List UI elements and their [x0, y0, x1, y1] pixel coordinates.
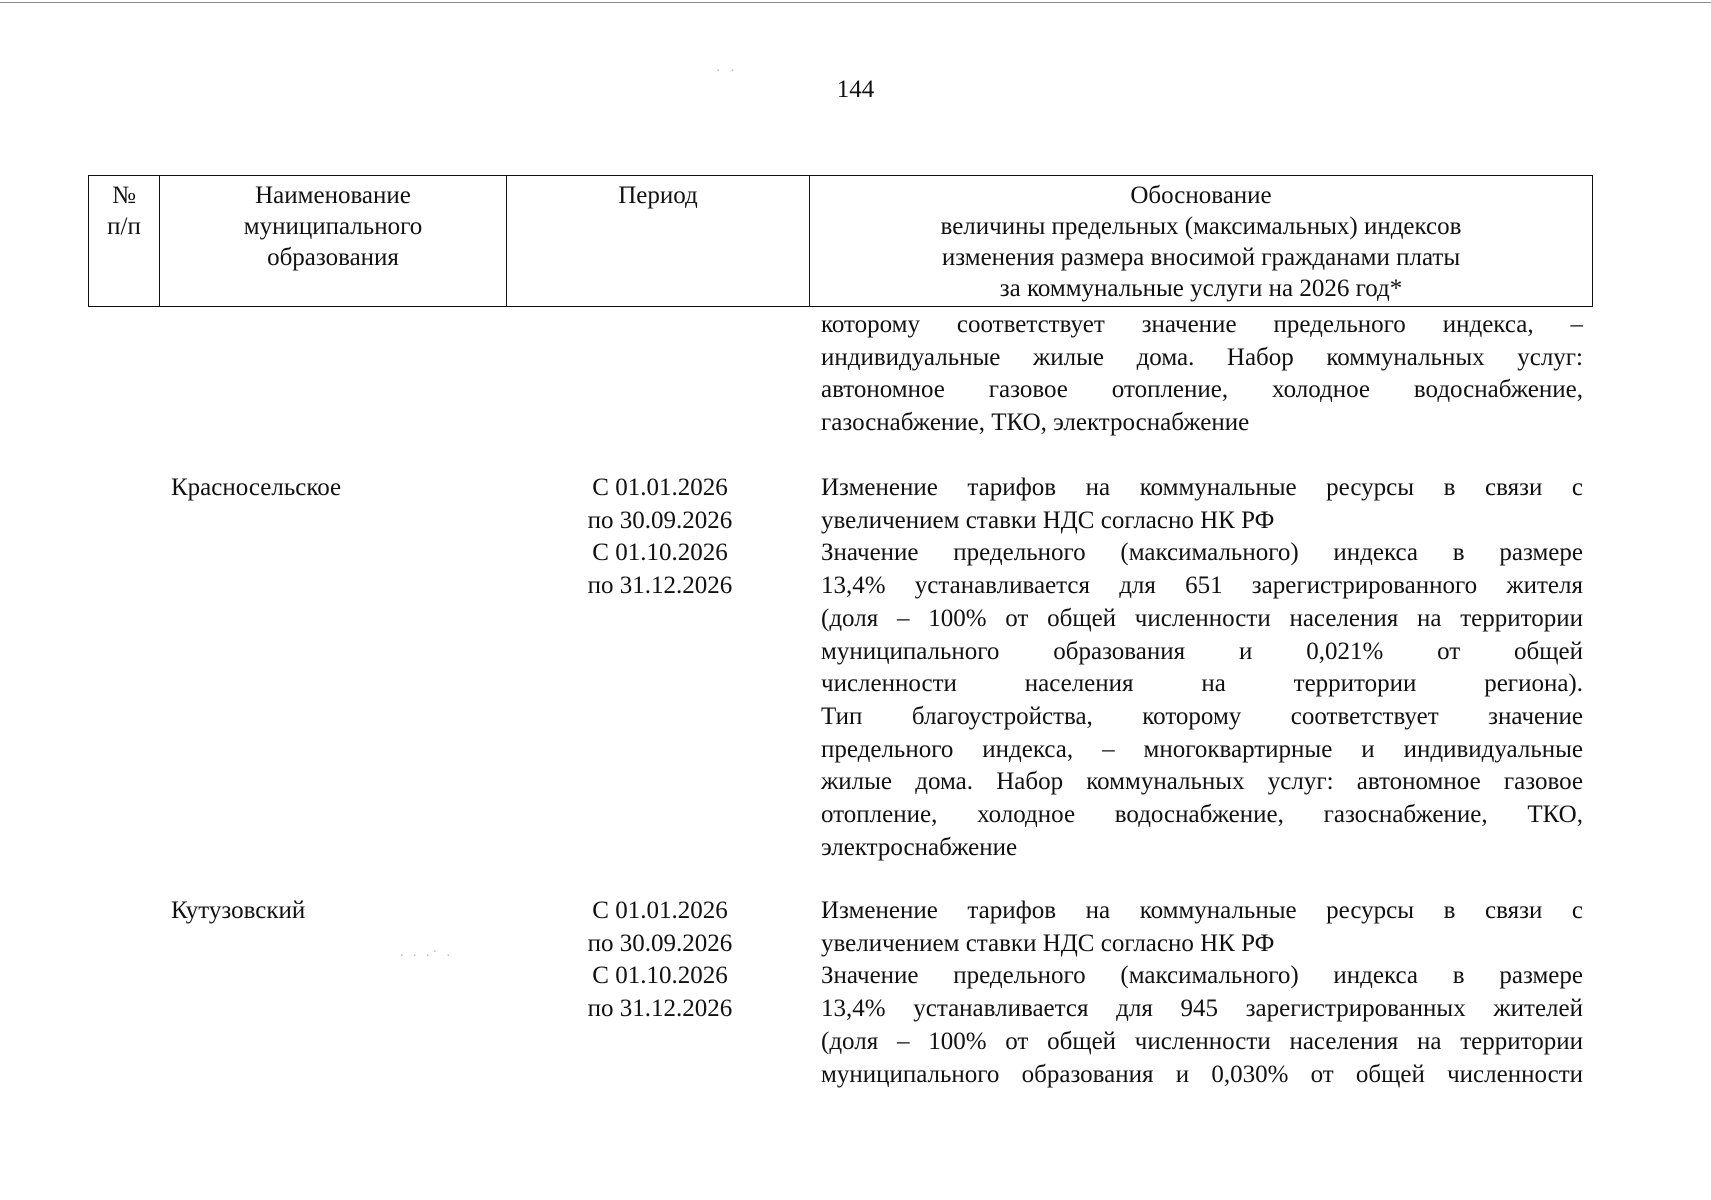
- municipality-name: Красносельское: [171, 474, 342, 501]
- page-number: 144: [836, 76, 875, 103]
- header-justification-line: величины предельных (максимальных) индексов: [940, 213, 1462, 240]
- text-line: Тип благоустройства, которому соответствует значение: [821, 702, 1583, 730]
- continuation-text: [821, 309, 1583, 440]
- period-line: С 01.01.2026: [592, 474, 728, 501]
- period-line: С 01.10.2026: [592, 962, 728, 990]
- text-line: газоснабжение, ТКО, электроснабжение: [821, 409, 1250, 437]
- text-line: муниципального образования и 0,030% от общей численности: [821, 1060, 1583, 1088]
- period-line: по 30.09.2026: [587, 929, 733, 957]
- period-line: по 31.12.2026: [587, 572, 733, 600]
- text-line: жилые дома. Набор коммунальных услуг: автономное газовое: [821, 768, 1583, 796]
- header-name-line: образования: [267, 244, 399, 271]
- period-line: по 30.09.2026: [587, 506, 733, 534]
- header-num: [89, 176, 160, 307]
- top-rule: [0, 2, 1711, 3]
- period-line: по 31.12.2026: [587, 995, 733, 1023]
- text-line: муниципального образования и 0,021% от общей: [821, 637, 1583, 665]
- text-line: 13,4% устанавливается для 945 зарегистрированных жителей: [821, 995, 1583, 1023]
- justification-text: [821, 472, 1583, 864]
- text-line: увеличением ставки НДС согласно НК РФ: [821, 506, 1275, 534]
- header-name-line: Наименование: [255, 182, 411, 209]
- header-justification: [810, 176, 1593, 307]
- period-line: С 01.01.2026: [592, 897, 728, 924]
- text-line: 13,4% устанавливается для 651 зарегистрированного жителя: [821, 572, 1583, 600]
- municipality-name: Кутузовский: [171, 897, 306, 924]
- header-justification-line: изменения размера вносимой гражданами платы: [941, 244, 1461, 271]
- text-line: численности населения на территории региона).: [821, 670, 1583, 698]
- header-num-line: №: [112, 182, 136, 209]
- text-line: которому соответствует значение предельного индекса, –: [821, 311, 1583, 338]
- scan-speck: . . .· .: [400, 945, 454, 960]
- text-line: электроснабжение: [821, 833, 1018, 861]
- text-line: увеличением ставки НДС согласно НК РФ: [821, 929, 1275, 957]
- text-line: Значение предельного (максимального) индекса в размере: [821, 962, 1583, 990]
- justification-text: [821, 895, 1583, 1091]
- text-line: Изменение тарифов на коммунальные ресурсы в связи с: [821, 474, 1583, 501]
- text-line: предельного индекса, – многоквартирные и индивидуальные: [821, 735, 1583, 763]
- period-cell: [560, 472, 760, 603]
- header-period: [507, 176, 810, 307]
- header-name: [160, 176, 507, 307]
- text-line: отопление, холодное водоснабжение, газоснабжение, ТКО,: [821, 801, 1583, 829]
- text-line: (доля – 100% от общей численности населения на территории: [821, 604, 1583, 632]
- text-line: (доля – 100% от общей численности населения на территории: [821, 1027, 1583, 1055]
- header-justification-line: за коммунальные услуги на 2026 год*: [999, 275, 1403, 302]
- header-num-line: п/п: [107, 213, 141, 240]
- text-line: Изменение тарифов на коммунальные ресурсы в связи с: [821, 897, 1583, 924]
- header-name-line: муниципального: [243, 213, 423, 240]
- header-justification-line: Обоснование: [1130, 182, 1272, 209]
- period-cell: [560, 895, 760, 1026]
- text-line: индивидуальные жилые дома. Набор коммунальных услуг:: [821, 343, 1583, 371]
- text-line: автономное газовое отопление, холодное водоснабжение,: [821, 376, 1583, 404]
- text-line: Значение предельного (максимального) индекса в размере: [821, 539, 1583, 567]
- header-period-line: Период: [618, 182, 698, 209]
- table-header: [88, 175, 1593, 307]
- period-line: С 01.10.2026: [592, 539, 728, 567]
- scan-speck: · ·: [716, 64, 738, 79]
